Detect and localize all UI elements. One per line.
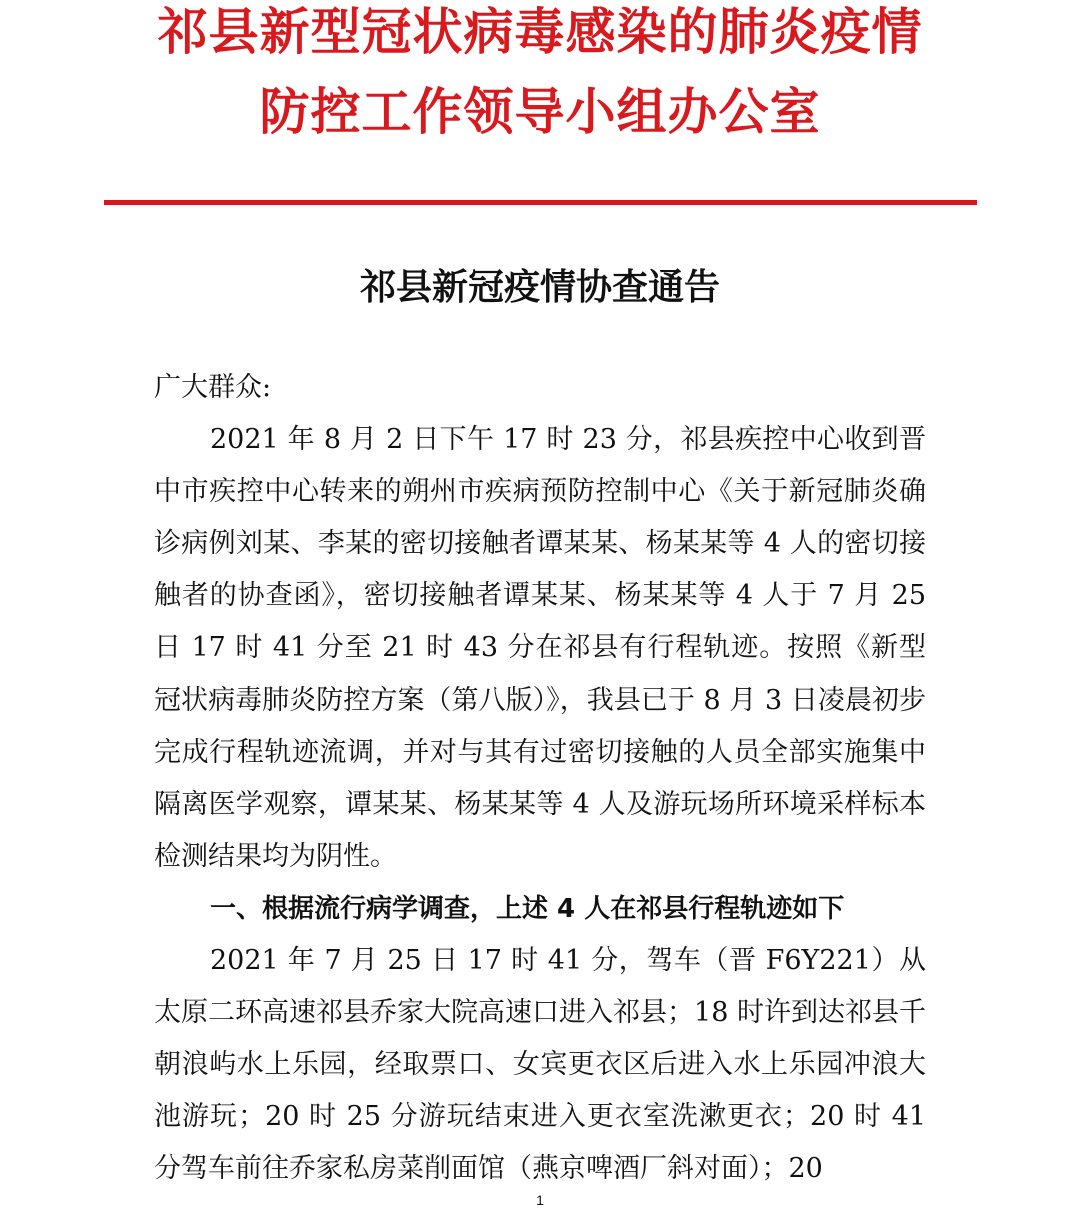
paragraph-1: 2021 年 8 月 2 日下午 17 时 23 分，祁县疾控中心收到晋中市疾控中心转来的朔州市疾病预防控制中心《关于新冠肺炎确诊病例刘某、李某的密切接触者谭某某、杨某某等 4 人的密切接触者的协查函》，密切接触者谭某某、杨某某等 4 人于 7 月 25 日 17 时 41 分至 21 时 43 分在祁县有行程轨迹。按照《新型冠状病毒肺炎防控方案（第八版）》，我县已于 8 月 3 日凌晨初步完成行程轨迹流调，并对与其有过密切接触的人员全部实施集中隔离医学观察，谭某某、杨某某等 4 人及游玩场所环境采样标本检测结果均为阴性。 xyxy=(154,424,926,872)
paragraph-2: 2021 年 7 月 25 日 17 时 41 分，驾车（晋 F6Y221）从太原二环高速祁县乔家大院高速口进入祁县；18 时许到达祁县千朝浪屿水上乐园，经取票口、女宾更衣区后进入水上乐园冲浪大池游玩；20 时 25 分游玩结束进入更衣室洗漱更衣；20 时 41 分驾车前往乔家私房菜削面馆（燕京啤酒厂斜对面）；20 xyxy=(154,945,926,1185)
document-body xyxy=(154,362,926,1196)
red-divider-rule xyxy=(104,200,977,205)
document-title: 祁县新冠疫情协查通告 xyxy=(359,266,720,308)
page-number: 1 xyxy=(536,1192,544,1208)
issuer-header-line-2: 防控工作领导小组办公室 xyxy=(259,83,821,141)
section-1-heading: 一、根据流行病学调查，上述 4 人在祁县行程轨迹如下 xyxy=(210,893,845,924)
issuer-header-line-1: 祁县新型冠状病毒感染的肺炎疫情 xyxy=(157,3,923,61)
salutation: 广大群众: xyxy=(154,372,272,403)
